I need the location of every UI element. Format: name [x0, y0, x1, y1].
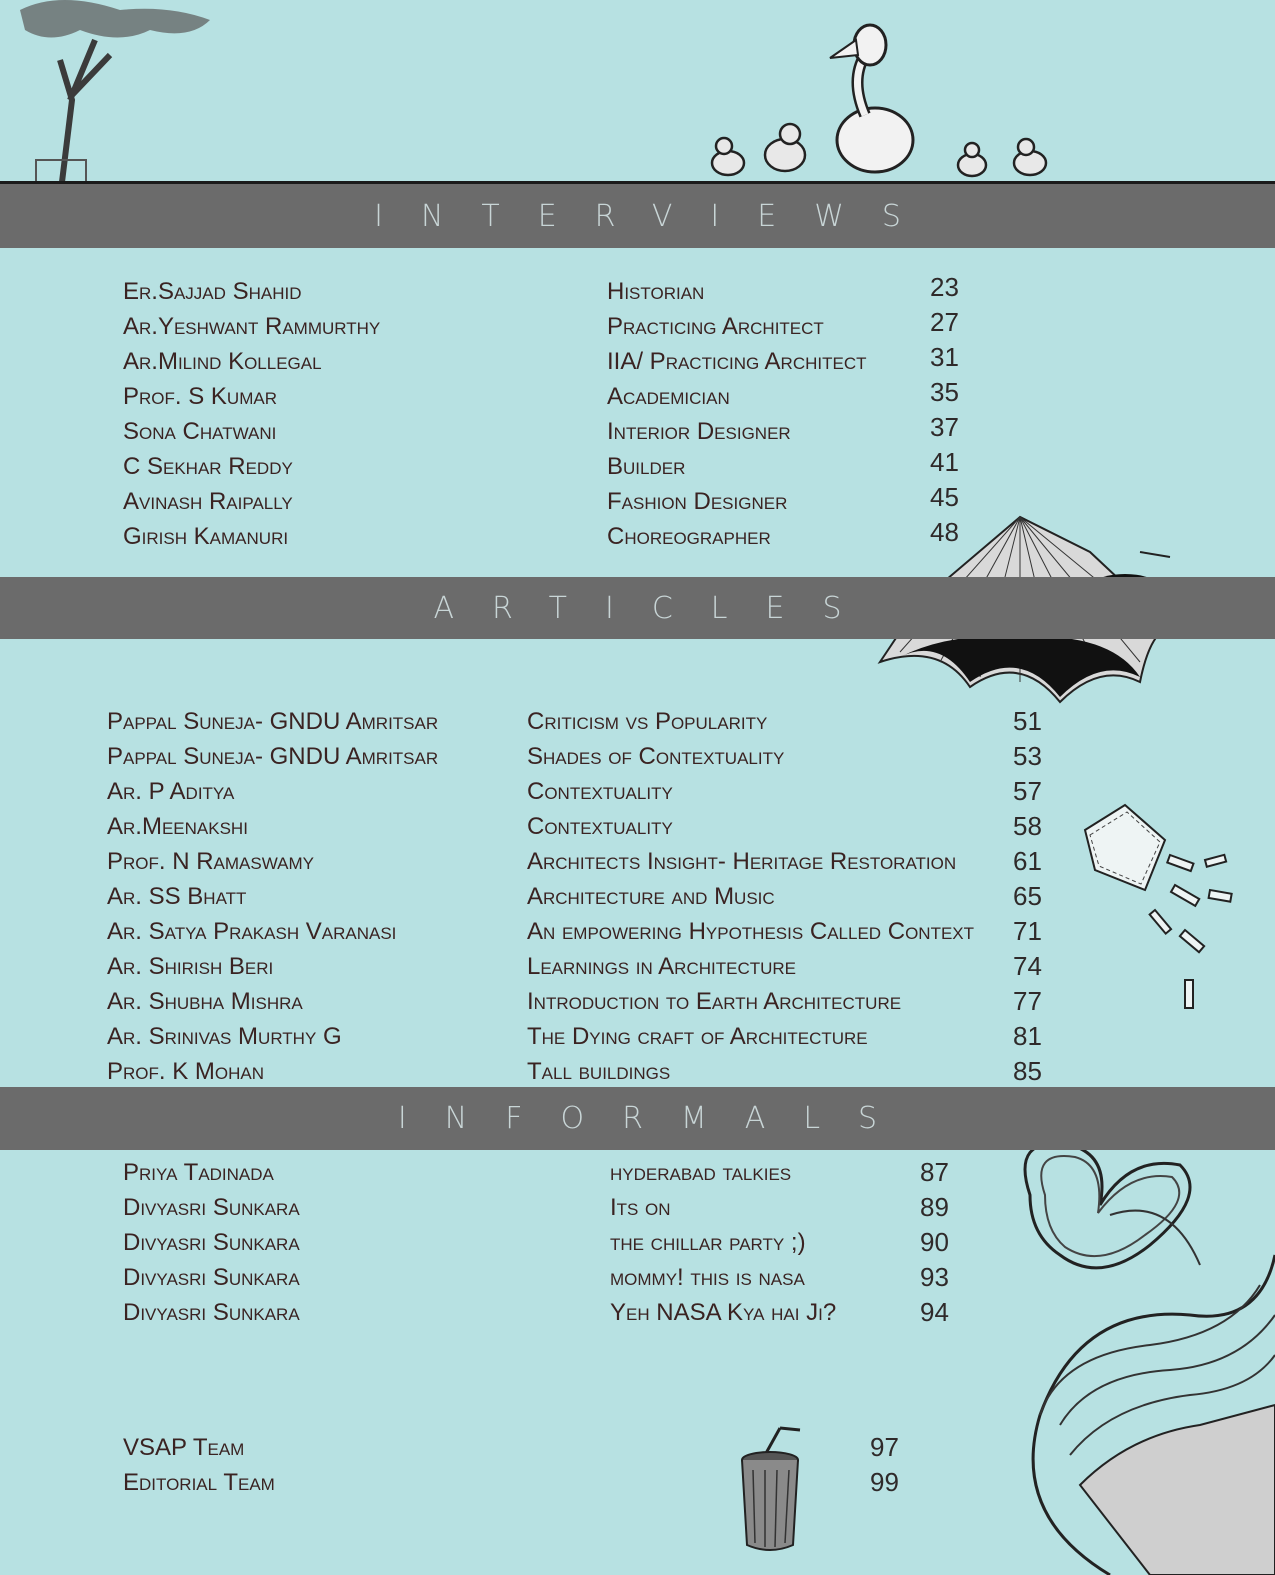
article-title: Architects Insight- Heritage Restoration	[527, 848, 957, 875]
article-title: Contextuality	[527, 813, 673, 840]
bag-illustration	[1075, 800, 1245, 1020]
article-author: Ar. Shirish Beri	[107, 953, 274, 980]
page-number: 65	[1013, 881, 1042, 911]
interviewee-role: Choreographer	[607, 523, 771, 550]
page-number: 85	[1013, 1056, 1042, 1086]
tree-illustration	[0, 0, 240, 185]
interviewee-name: Er.Sajjad Shahid	[123, 278, 302, 305]
interviewee-name: Ar.Milind Kollegal	[123, 348, 322, 375]
page-number: 93	[920, 1262, 949, 1292]
interviews-header	[0, 184, 1275, 248]
article-author: Pappal Suneja- GNDU Amritsar	[107, 743, 439, 770]
articles-title: ARTICLES	[433, 590, 880, 626]
page-number: 97	[870, 1432, 899, 1462]
cup-illustration	[735, 1425, 815, 1555]
duck-family-illustration	[700, 0, 1060, 185]
informal-author: Priya Tadinada	[123, 1159, 274, 1186]
informal-title: hyderabad talkies	[610, 1159, 792, 1186]
article-author: Ar. SS Bhatt	[107, 883, 247, 910]
informal-title: the chillar party ;)	[610, 1229, 806, 1256]
article-title: Shades of Contextuality	[527, 743, 785, 770]
article-author: Prof. N Ramaswamy	[107, 848, 314, 875]
article-title: Learnings in Architecture	[527, 953, 796, 980]
interviewee-role: Historian	[607, 278, 705, 305]
page-number: 31	[930, 342, 959, 372]
page-number: 74	[1013, 951, 1042, 981]
article-author: Ar. P Aditya	[107, 778, 235, 805]
articles-header	[0, 577, 1275, 639]
page-number: 35	[930, 377, 959, 407]
informal-title: Its on	[610, 1194, 671, 1221]
page-number: 77	[1013, 986, 1042, 1016]
page-number: 71	[1013, 916, 1042, 946]
interviewee-role: IIA/ Practicing Architect	[607, 348, 867, 375]
page-number: 37	[930, 412, 959, 442]
page-number: 57	[1013, 776, 1042, 806]
interviews-title: INTERVIEWS	[374, 198, 939, 234]
interviewee-name: C Sekhar Reddy	[123, 453, 293, 480]
page-number: 41	[930, 447, 959, 477]
page-number: 94	[920, 1297, 949, 1327]
informal-author: Divyasri Sunkara	[123, 1299, 300, 1326]
article-title: Criticism vs Popularity	[527, 708, 768, 735]
article-title: Tall buildings	[527, 1058, 671, 1085]
informals-title: INFORMALS	[397, 1101, 916, 1136]
page-number: 90	[920, 1227, 949, 1257]
informal-title: Yeh NASA Kya hai Ji?	[610, 1299, 837, 1326]
interviewee-role: Interior Designer	[607, 418, 791, 445]
article-title: The Dying craft of Architecture	[527, 1023, 868, 1050]
page-number: 27	[930, 307, 959, 337]
interviewee-role: Academician	[607, 383, 730, 410]
page-number: 87	[920, 1157, 949, 1187]
informal-author: Divyasri Sunkara	[123, 1229, 300, 1256]
interviewee-name: Girish Kamanuri	[123, 523, 289, 550]
page-number: 81	[1013, 1021, 1042, 1051]
page-number: 89	[920, 1192, 949, 1222]
page-number: 58	[1013, 811, 1042, 841]
team-name: Editorial Team	[123, 1469, 275, 1496]
article-title: Contextuality	[527, 778, 673, 805]
informal-author: Divyasri Sunkara	[123, 1194, 300, 1221]
page-number: 23	[930, 272, 959, 302]
page-number: 45	[930, 482, 959, 512]
article-title: Introduction to Earth Architecture	[527, 988, 902, 1015]
interviewee-name: Avinash Raipally	[123, 488, 293, 515]
interviewee-name: Ar.Yeshwant Rammurthy	[123, 313, 381, 340]
article-author: Ar. Satya Prakash Varanasi	[107, 918, 397, 945]
article-author: Prof. K Mohan	[107, 1058, 265, 1085]
interviewee-name: Prof. S Kumar	[123, 383, 277, 410]
interviewee-role: Practicing Architect	[607, 313, 824, 340]
interviewee-role: Builder	[607, 453, 686, 480]
team-name: VSAP Team	[123, 1434, 245, 1461]
page-number: 51	[1013, 706, 1042, 736]
article-title: Architecture and Music	[527, 883, 775, 910]
informals-header	[0, 1087, 1275, 1150]
interviewee-role: Fashion Designer	[607, 488, 788, 515]
article-author: Ar.Meenakshi	[107, 813, 248, 840]
page-number: 61	[1013, 846, 1042, 876]
interviewee-name: Sona Chatwani	[123, 418, 277, 445]
article-title: An empowering Hypothesis Called Context	[527, 918, 975, 945]
page-number: 48	[930, 517, 959, 547]
page-number: 53	[1013, 741, 1042, 771]
informal-title: mommy! this is nasa	[610, 1264, 805, 1291]
page-number: 99	[870, 1467, 899, 1497]
swirl-illustration	[1000, 1135, 1275, 1575]
article-author: Ar. Srinivas Murthy G	[107, 1023, 342, 1050]
article-author: Ar. Shubha Mishra	[107, 988, 303, 1015]
informal-author: Divyasri Sunkara	[123, 1264, 300, 1291]
article-author: Pappal Suneja- GNDU Amritsar	[107, 708, 439, 735]
